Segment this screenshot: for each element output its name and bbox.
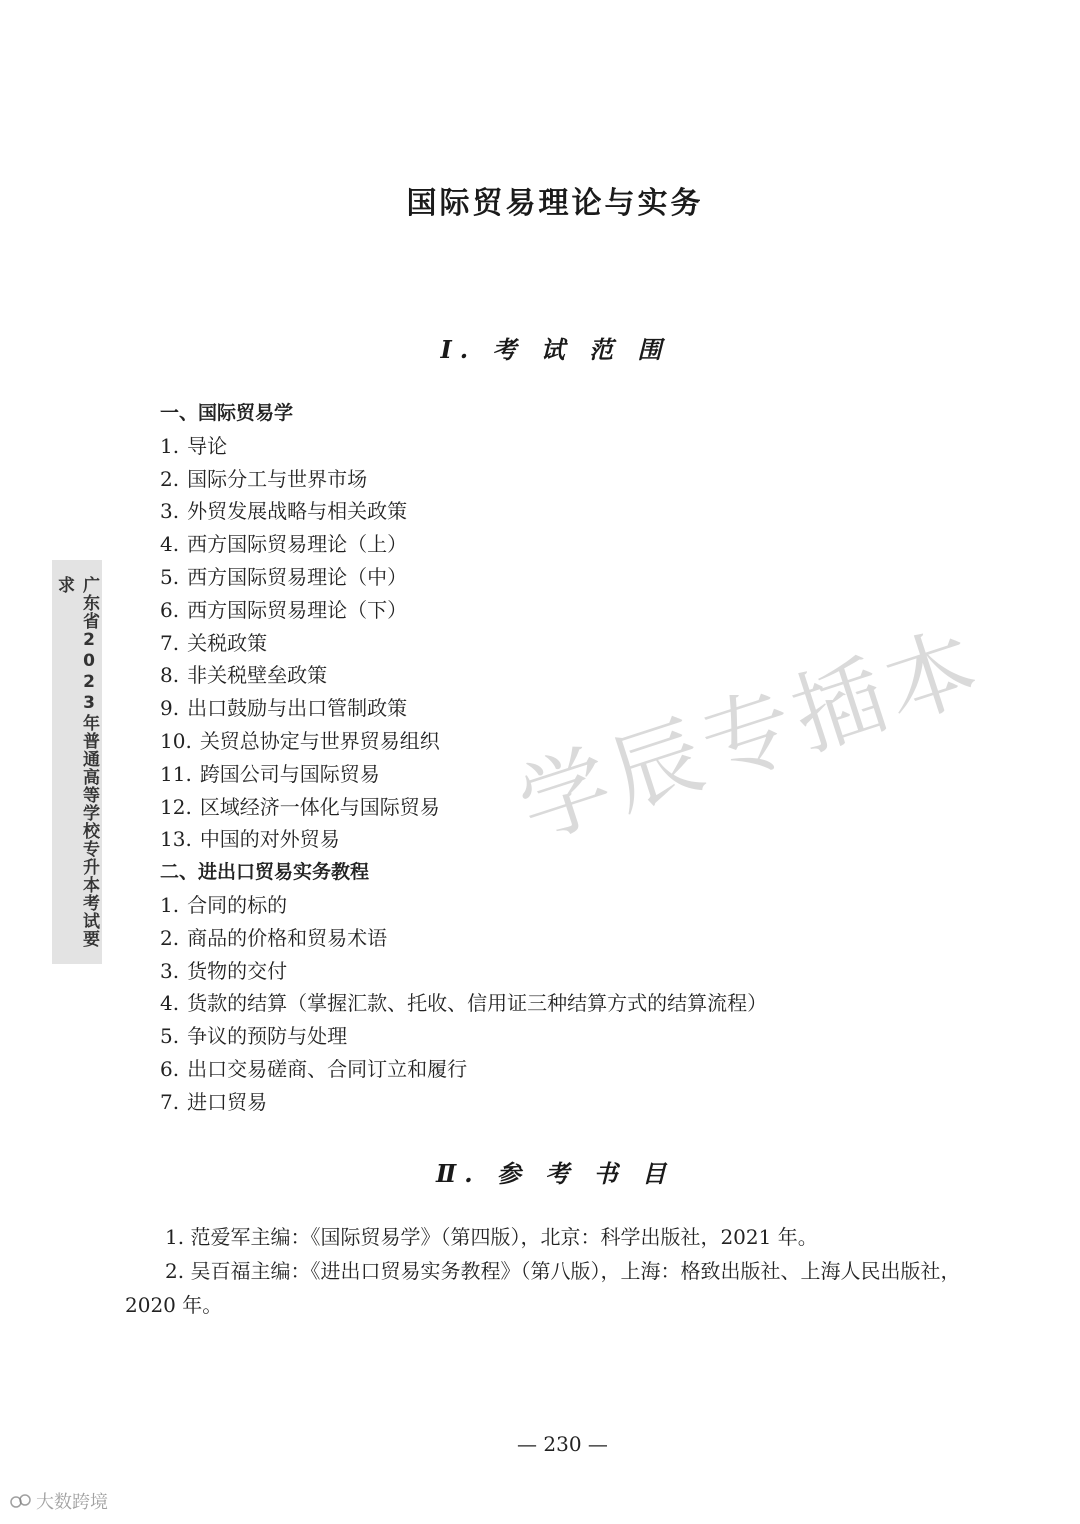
brand-logo-icon: [10, 1492, 32, 1510]
brand-text: 大数跨境: [36, 1492, 108, 1513]
list-item: 13. 中国的对外贸易: [160, 827, 340, 852]
list-item: 7. 进口贸易: [160, 1089, 268, 1114]
list-item: 8. 非关税壁垒政策: [160, 663, 328, 688]
reference-list: [125, 1220, 1005, 1322]
list-item: 5. 争议的预防与处理: [160, 1024, 348, 1049]
list-item: 4. 货款的结算（掌握汇款、托收、信用证三种结算方式的结算流程）: [160, 991, 768, 1016]
brand-logo: [10, 1488, 108, 1514]
list-item: 9. 出口鼓励与出口管制政策: [160, 696, 408, 721]
list-item: 3. 外贸发展战略与相关政策: [160, 499, 408, 524]
group-heading: 一、国际贸易学: [160, 402, 294, 424]
list-item: 6. 出口交易磋商、合同订立和履行: [160, 1056, 468, 1081]
list-item: 6. 西方国际贸易理论（下）: [160, 597, 408, 622]
reference-item: 1. 范爱军主编：《国际贸易学》（第四版），北京：科学出版社，2021 年。: [165, 1225, 818, 1249]
side-tab: [52, 560, 102, 964]
list-item: 12. 区域经济一体化与国际贸易: [160, 794, 440, 819]
list-item: 3. 货物的交付: [160, 958, 288, 983]
list-item: 7. 关税政策: [160, 630, 268, 655]
reference-item: 2. 吴百福主编：《进出口贸易实务教程》（第八版），上海：格致出版社、上海人民出版社，2020 年。: [125, 1259, 961, 1317]
section-heading-references: Ⅱ. 参 考 书 目: [435, 1159, 674, 1188]
group-heading: 二、进出口贸易实务教程: [160, 861, 370, 884]
page-title: 国际贸易理论与实务: [406, 186, 704, 221]
list-item: 1. 合同的标的: [160, 892, 288, 917]
side-tab-text: 广东省2023年普通高等学校专升本考试要求: [54, 576, 99, 948]
list-item: 5. 西方国际贸易理论（中）: [160, 564, 408, 589]
list-item: 2. 国际分工与世界市场: [160, 466, 368, 491]
watermark: 学辰专插本: [506, 611, 996, 860]
list-item: 4. 西方国际贸易理论（上）: [160, 532, 408, 557]
list-item: 1. 导论: [160, 433, 228, 458]
list-item: 2. 商品的价格和贸易术语: [160, 925, 388, 950]
list-item: 11. 跨国公司与国际贸易: [160, 761, 380, 786]
list-item: 10. 关贸总协定与世界贸易组织: [160, 728, 440, 753]
section-heading-exam-scope: Ⅰ. 考 试 范 围: [440, 335, 670, 364]
page-number: — 230 —: [517, 1432, 608, 1456]
